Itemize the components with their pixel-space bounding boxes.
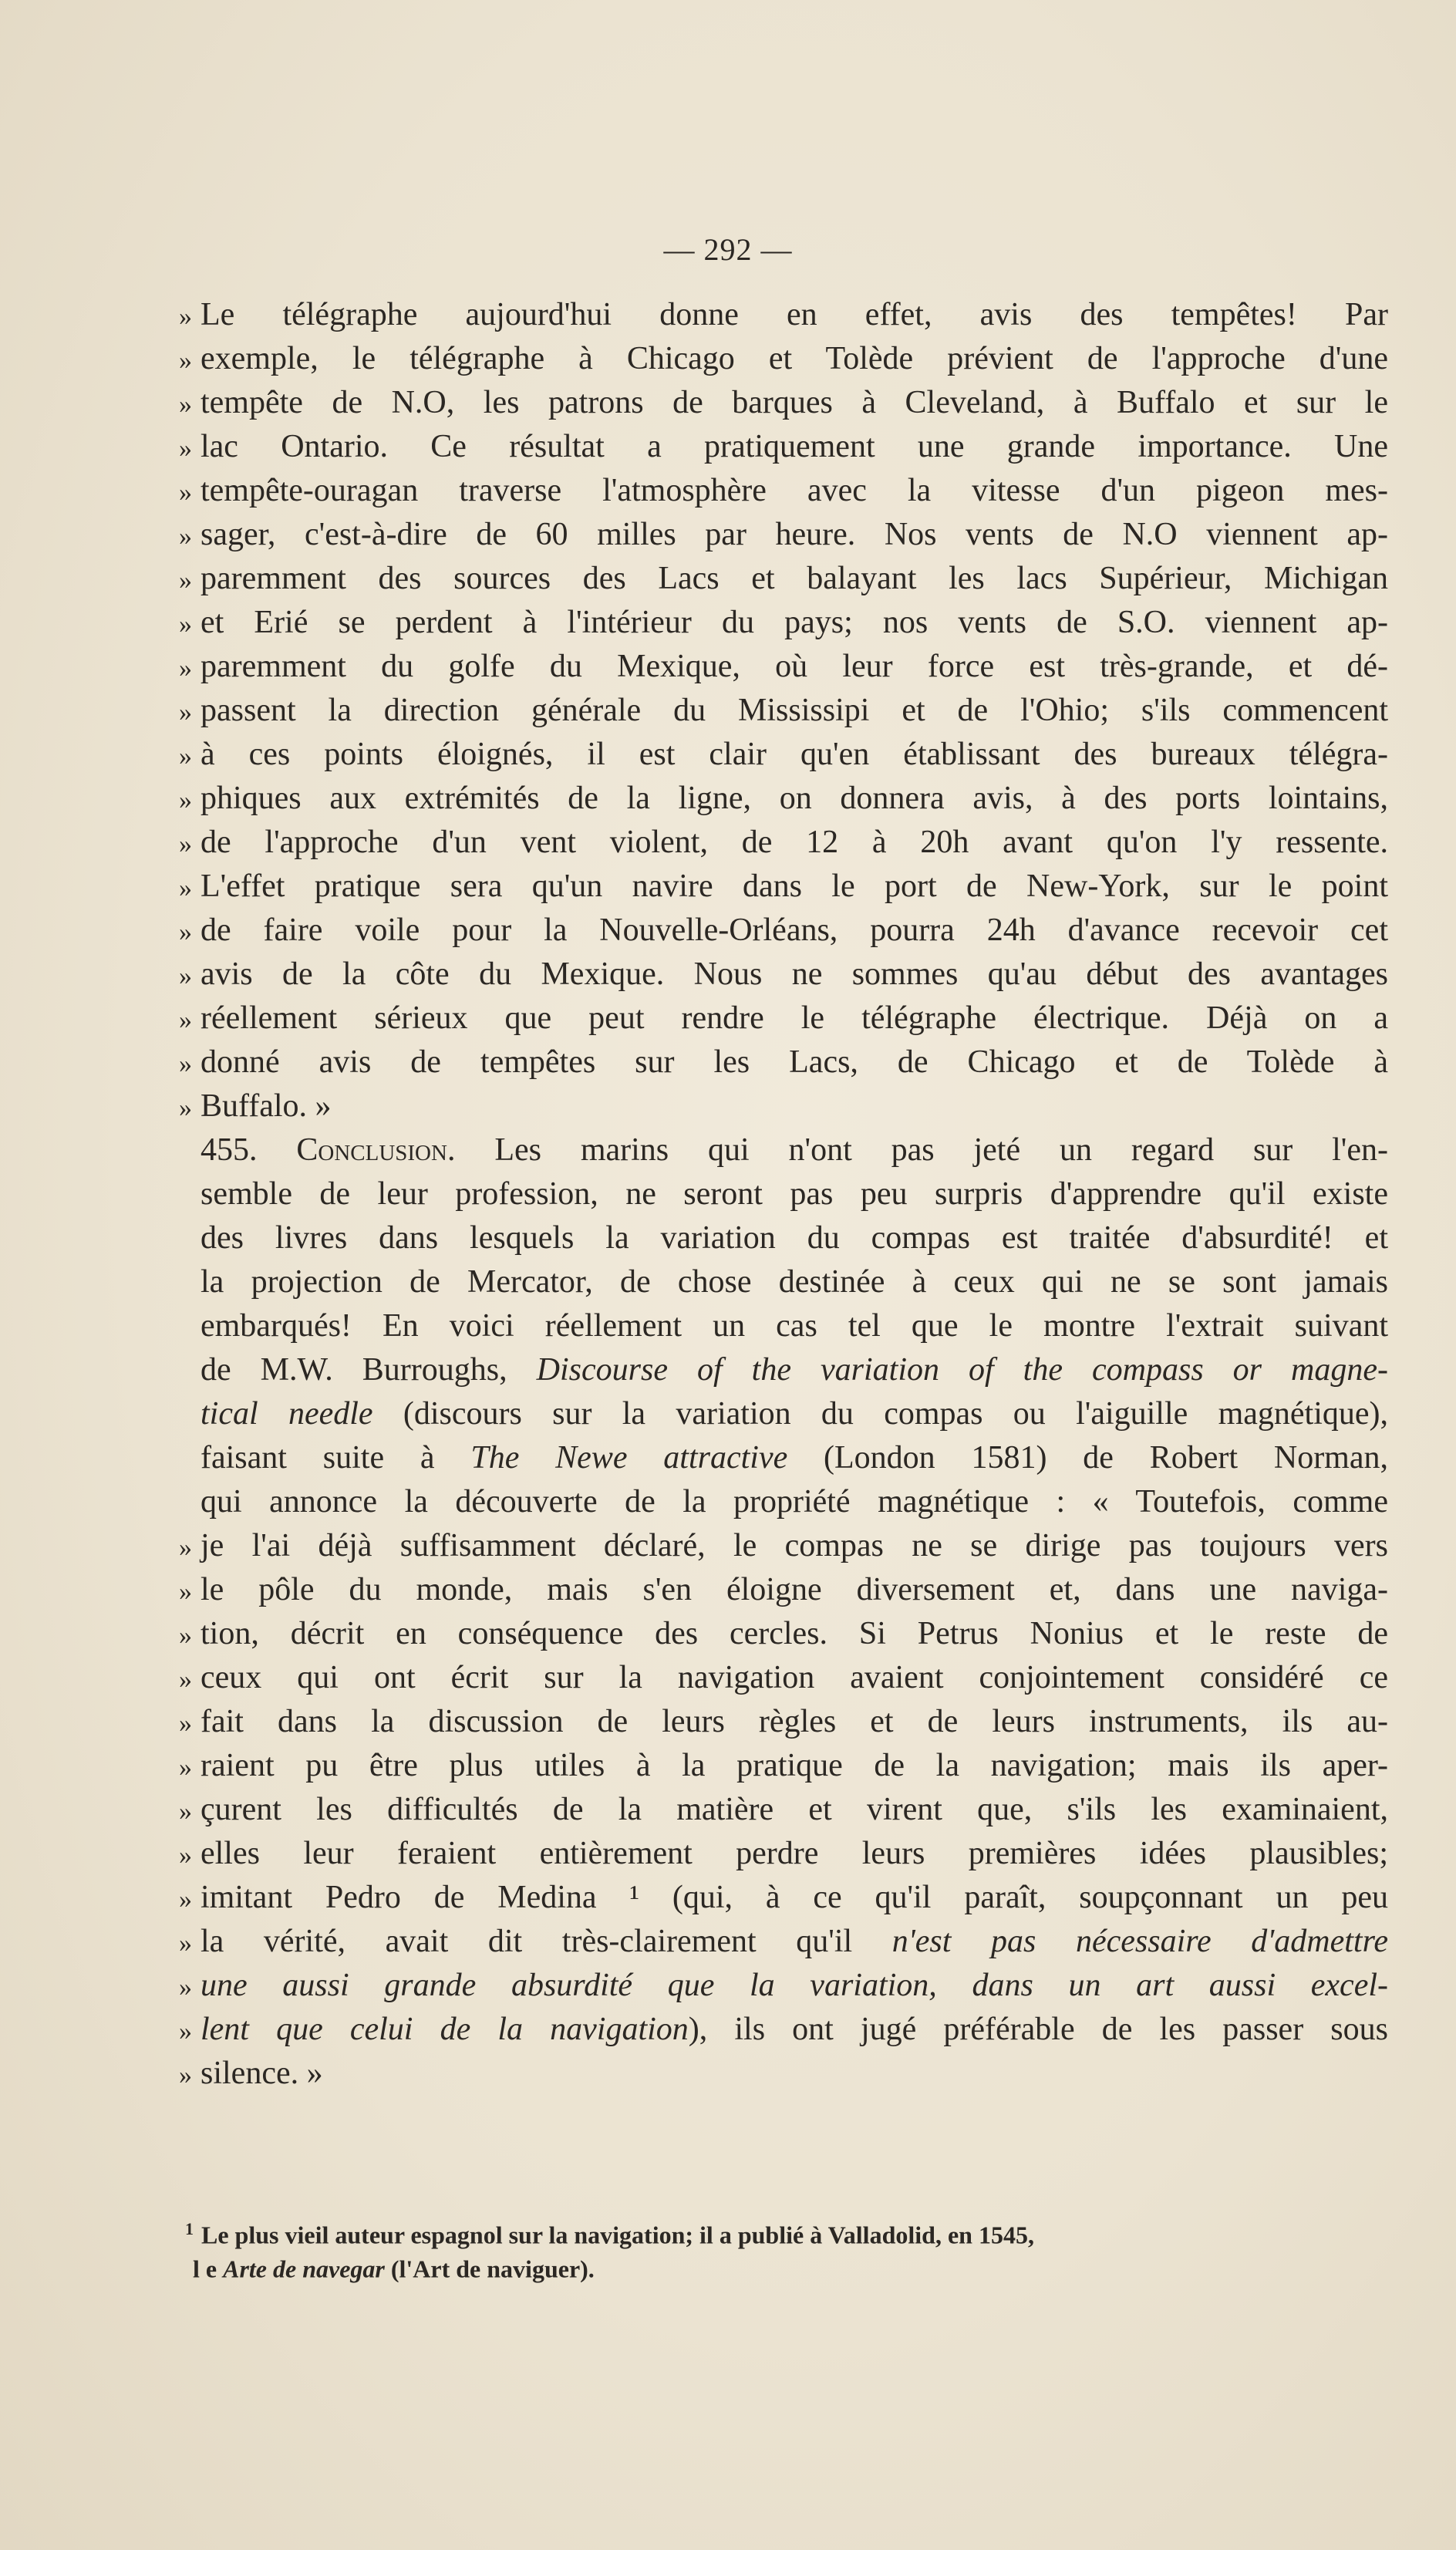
text-line [179, 1832, 1388, 1876]
text-line [179, 1964, 1388, 2008]
text-segment: Le télégraphe aujourd'hui donne en effet, avis des tempêtes! Par [201, 297, 1388, 332]
text-line [179, 1436, 1388, 1480]
text-segment: de faire voile pour la Nouvelle-Orléans, pourra 24h d'avance recevoir cet [201, 912, 1388, 948]
text-segment: une aussi grande absurdité que la variation, dans un art aussi excel- [201, 1968, 1388, 2003]
text-segment: Le plus vieil auteur espagnol sur la navigation; il a publié à Valladolid, en 1545, [201, 2221, 1034, 2249]
text-line [179, 645, 1388, 689]
text-line [179, 381, 1388, 425]
quote-mark: » [179, 346, 192, 375]
text-line [179, 1041, 1388, 1084]
text-line [179, 953, 1388, 997]
quote-mark: » [179, 1841, 192, 1870]
footnote-marker: 1 [185, 2219, 194, 2238]
text-line [179, 469, 1388, 513]
text-line [179, 1304, 1388, 1348]
quote-mark: » [179, 1665, 192, 1694]
text-segment: n'est pas nécessaire d'admettre [891, 1924, 1388, 1959]
footnote-line [185, 2212, 1388, 2249]
text-segment: de M.W. Burroughs, [201, 1352, 537, 1388]
text-segment: phiques aux extrémités de la ligne, on donnera avis, à des ports lointains, [201, 781, 1388, 816]
text-segment: avis de la côte du Mexique. Nous ne sommes qu'au début des avantages [201, 956, 1388, 992]
quote-mark: » [179, 390, 192, 419]
text-line [179, 513, 1388, 557]
text-line [179, 1128, 1388, 1172]
quote-mark: » [179, 1006, 192, 1034]
quote-mark: » [179, 830, 192, 858]
text-line [179, 909, 1388, 953]
text-segment: imitant Pedro de Medina ¹ (qui, à ce qu'il paraît, soupçonnant un peu [201, 1880, 1388, 1915]
quote-mark: » [179, 1973, 192, 2002]
text-line [179, 293, 1388, 337]
text-segment: tical needle [201, 1396, 373, 1432]
quote-mark: » [179, 302, 192, 331]
footnotes [185, 2212, 1388, 2283]
text-segment: qui annonce la découverte de la propriété magnétique : « Toutefois, comme [201, 1484, 1388, 1520]
quote-mark: » [179, 874, 192, 902]
text-segment: tempête-ouragan traverse l'atmosphère avec la vitesse d'un pigeon mes- [201, 473, 1388, 508]
text-segment: (discours sur la variation du compas ou l'aiguille magnétique), [372, 1396, 1388, 1432]
text-line [179, 777, 1388, 821]
text-segment: Buffalo. » [201, 1088, 332, 1124]
quote-mark: » [179, 1094, 192, 1122]
text-segment: la vérité, avait dit très-clairement qu'il [201, 1924, 892, 1959]
text-segment: je l'ai déjà suffisamment déclaré, le compas ne se dirige pas toujours vers [201, 1528, 1388, 1563]
text-line [179, 1744, 1388, 1788]
text-segment: semble de leur profession, ne seront pas peu surpris d'apprendre qu'il existe [201, 1176, 1388, 1212]
text-segment: elles leur feraient entièrement perdre leurs premières idées plausibles; [201, 1836, 1388, 1871]
text-line [179, 689, 1388, 733]
text-segment: ), ils ont jugé préférable de les passer sous [688, 2012, 1388, 2047]
text-line [179, 1612, 1388, 1656]
text-segment: à ces points éloignés, il est clair qu'en établissant des bureaux télégra- [201, 737, 1388, 772]
text-segment: raient pu être plus utiles à la pratique de la navigation; mais ils aper- [201, 1748, 1388, 1783]
quote-mark: » [179, 478, 192, 507]
text-line [179, 601, 1388, 645]
text-segment: (London 1581) de Robert Norman, [787, 1440, 1388, 1476]
text-line [179, 1788, 1388, 1832]
text-segment: la projection de Mercator, de chose destinée à ceux qui ne se sont jamais [201, 1264, 1388, 1300]
quote-mark: » [179, 522, 192, 551]
text-segment: Conclusion [296, 1132, 447, 1168]
text-line [179, 1568, 1388, 1612]
text-line [179, 1392, 1388, 1436]
text-segment: çurent les difficultés de la matière et virent que, s'ils les examinaient, [201, 1792, 1388, 1827]
quote-mark: » [179, 918, 192, 946]
quote-mark: » [179, 1753, 192, 1782]
quote-mark: » [179, 786, 192, 815]
quote-mark: » [179, 1929, 192, 1958]
text-line [179, 1876, 1388, 1920]
quote-mark: » [179, 742, 192, 771]
text-segment: L'effet pratique sera qu'un navire dans le port de New-York, sur le point [201, 869, 1388, 904]
text-segment: 455. [201, 1132, 297, 1168]
quote-mark: » [179, 1797, 192, 1826]
text-segment: des livres dans lesquels la variation du compas est traitée d'absurdité! et [201, 1220, 1388, 1256]
text-segment: . Les marins qui n'ont pas jeté un regard sur l'en- [447, 1132, 1389, 1168]
text-segment: (l'Art de naviguer). [384, 2255, 595, 2283]
body-text [179, 293, 1388, 2096]
quote-mark: » [179, 654, 192, 683]
text-segment: exemple, le télégraphe à Chicago et Tolède prévient de l'approche d'une [201, 341, 1388, 376]
text-segment: Arte de navegar [223, 2255, 385, 2283]
text-line [179, 865, 1388, 909]
text-segment: ceux qui ont écrit sur la navigation avaient conjointement considéré ce [201, 1660, 1388, 1695]
quote-mark: » [179, 566, 192, 595]
quote-mark: » [179, 1709, 192, 1738]
text-line [179, 821, 1388, 865]
quote-mark: » [179, 2017, 192, 2046]
text-line [179, 1216, 1388, 1260]
text-segment: Discourse of the variation of the compass or magne- [536, 1352, 1388, 1388]
text-segment: passent la direction générale du Mississipi et de l'Ohio; s'ils commencent [201, 693, 1388, 728]
quote-mark: » [179, 1533, 192, 1562]
text-line [179, 2008, 1388, 2052]
text-segment: le pôle du monde, mais s'en éloigne diversement et, dans une naviga- [201, 1572, 1388, 1607]
page-number: — 292 — [663, 232, 793, 267]
text-line [179, 557, 1388, 601]
text-line [179, 997, 1388, 1041]
text-segment: fait dans la discussion de leurs règles et de leurs instruments, ils au- [201, 1704, 1388, 1739]
quote-mark: » [179, 1885, 192, 1914]
quote-mark: » [179, 1577, 192, 1606]
text-segment: paremment du golfe du Mexique, où leur force est très-grande, et dé- [201, 649, 1388, 684]
text-line [179, 1348, 1388, 1392]
text-line [179, 1656, 1388, 1700]
text-segment: lent que celui de la navigation [201, 2012, 689, 2047]
text-line [179, 1700, 1388, 1744]
text-line [179, 1524, 1388, 1568]
text-segment: l e [193, 2255, 224, 2283]
text-segment: The Newe attractive [470, 1440, 788, 1476]
text-segment: silence. » [201, 2056, 323, 2091]
text-segment: embarqués! En voici réellement un cas tel que le montre l'extrait suivant [201, 1308, 1388, 1344]
text-segment: faisant suite à [201, 1440, 471, 1476]
text-line [179, 1260, 1388, 1304]
text-segment: réellement sérieux que peut rendre le télégraphe électrique. Déjà on a [201, 1000, 1388, 1036]
footnote-line [185, 2246, 1388, 2283]
quote-mark: » [179, 962, 192, 990]
quote-mark: » [179, 1621, 192, 1650]
text-line [179, 1084, 1388, 1128]
text-segment: tion, décrit en conséquence des cercles. Si Petrus Nonius et le reste de [201, 1616, 1388, 1651]
text-segment: lac Ontario. Ce résultat a pratiquement une grande importance. Une [201, 429, 1388, 464]
text-line [179, 1172, 1388, 1216]
text-line [179, 337, 1388, 381]
text-segment: donné avis de tempêtes sur les Lacs, de Chicago et de Tolède à [201, 1044, 1388, 1080]
quote-mark: » [179, 434, 192, 463]
text-line [179, 1920, 1388, 1964]
text-segment: tempête de N.O, les patrons de barques à Cleveland, à Buffalo et sur le [201, 385, 1388, 420]
quote-mark: » [179, 2061, 192, 2090]
text-line [179, 1480, 1388, 1524]
quote-mark: » [179, 1050, 192, 1078]
text-segment: de l'approche d'un vent violent, de 12 à 20h avant qu'on l'y ressente. [201, 825, 1388, 860]
quote-mark: » [179, 610, 192, 639]
text-line [179, 2052, 1388, 2096]
text-line [179, 733, 1388, 777]
quote-mark: » [179, 698, 192, 727]
text-segment: et Erié se perdent à l'intérieur du pays; nos vents de S.O. viennent ap- [201, 605, 1388, 640]
text-segment: paremment des sources des Lacs et balayant les lacs Supérieur, Michigan [201, 561, 1388, 596]
text-segment: sager, c'est-à-dire de 60 milles par heure. Nos vents de N.O viennent ap- [201, 517, 1388, 552]
text-line [179, 425, 1388, 469]
